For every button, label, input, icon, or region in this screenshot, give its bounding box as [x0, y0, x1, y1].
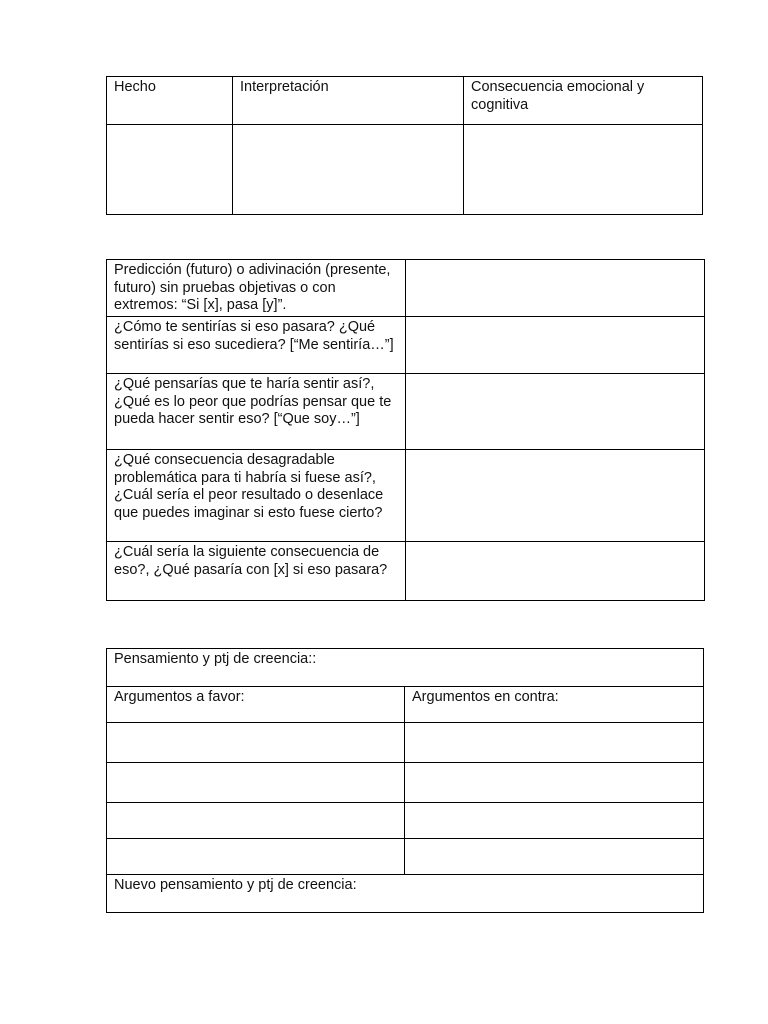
argument-for-cell[interactable] — [107, 803, 405, 839]
fact-interpretation-table — [106, 76, 703, 215]
cell-interpretacion[interactable] — [233, 125, 464, 215]
answer-consequence[interactable] — [406, 450, 705, 542]
argument-against-cell[interactable] — [405, 763, 704, 803]
answer-feeling[interactable] — [406, 317, 705, 374]
answer-next-consequence[interactable] — [406, 542, 705, 601]
question-feeling: ¿Cómo te sentirías si eso pasara? ¿Qué sentirías si eso sucediera? [“Me sentiría…”] — [107, 317, 406, 374]
header-hecho: Hecho — [107, 77, 233, 125]
header-interpretacion: Interpretación — [233, 77, 464, 125]
header-arguments-against: Argumentos en contra: — [405, 687, 704, 723]
argument-for-cell[interactable] — [107, 763, 405, 803]
question-thought: ¿Qué pensarías que te haría sentir así?, ¿Qué es lo peor que podrías pensar que te pueda hacer sentir eso? [“Que soy…”] — [107, 374, 406, 450]
answer-prediction[interactable] — [406, 260, 705, 317]
header-arguments-for: Argumentos a favor: — [107, 687, 405, 723]
cell-hecho[interactable] — [107, 125, 233, 215]
argument-against-cell[interactable] — [405, 839, 704, 875]
argument-for-cell[interactable] — [107, 839, 405, 875]
thought-belief-title: Pensamiento y ptj de creencia:: — [107, 649, 704, 687]
new-thought-belief: Nuevo pensamiento y ptj de creencia: — [107, 875, 704, 913]
argument-against-cell[interactable] — [405, 803, 704, 839]
prediction-table — [106, 259, 705, 601]
question-prediction: Predicción (futuro) o adivinación (presente, futuro) sin pruebas objetivas o con extremos: “Si [x], pasa [y]”. — [107, 260, 406, 317]
argument-against-cell[interactable] — [405, 723, 704, 763]
question-next-consequence: ¿Cuál sería la siguiente consecuencia de eso?, ¿Qué pasaría con [x] si eso pasara? — [107, 542, 406, 601]
answer-thought[interactable] — [406, 374, 705, 450]
cell-consecuencia[interactable] — [464, 125, 703, 215]
arguments-table — [106, 648, 704, 913]
header-consecuencia: Consecuencia emocional y cognitiva — [464, 77, 703, 125]
argument-for-cell[interactable] — [107, 723, 405, 763]
question-consequence: ¿Qué consecuencia desagradable problemática para ti habría si fuese así?, ¿Cuál sería el peor resultado o desenlace que puedes imaginar si esto fuese cierto? — [107, 450, 406, 542]
